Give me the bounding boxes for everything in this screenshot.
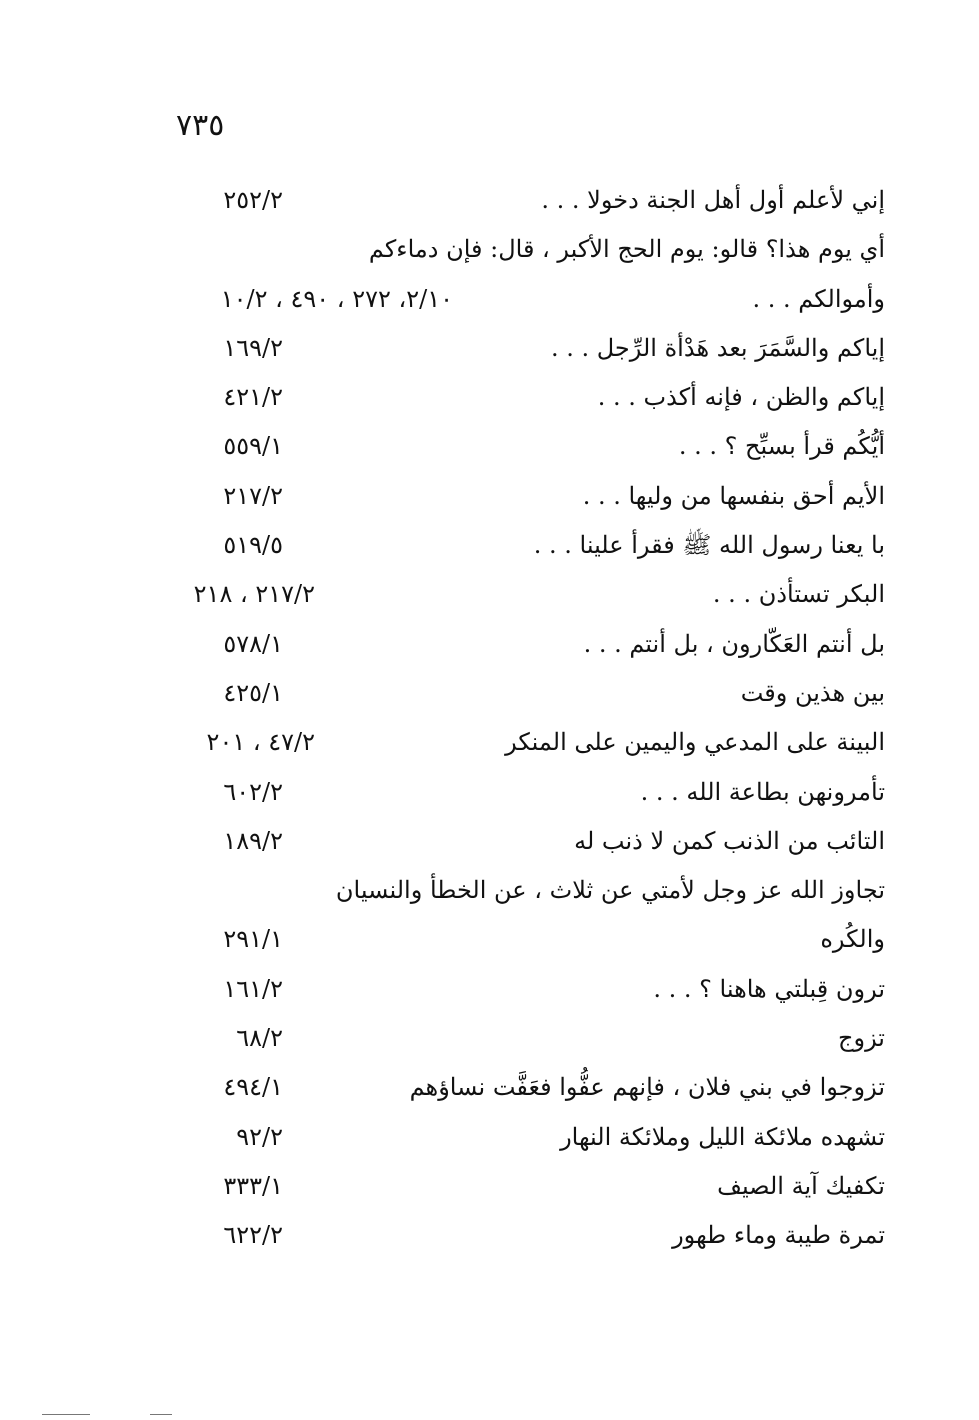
index-entry	[150, 521, 885, 570]
entry-reference: ٢/١٠، ٢٧٢ ، ٤٩٠ ، ١٠/٢	[220, 284, 453, 313]
index-entry	[150, 422, 885, 471]
entry-text: إني لأعلم أول أهل الجنة دخولا . . .	[541, 186, 885, 214]
index-entry	[150, 669, 885, 718]
entry-text: وأموالكم . . .	[752, 284, 885, 313]
entry-reference: ٦٨/٢	[236, 1024, 283, 1053]
entry-reference: ١٨٩/٢	[223, 826, 283, 855]
entry-text: البينة على المدعي واليمين على المنكر	[505, 728, 885, 757]
footer-rule	[42, 1414, 90, 1415]
entry-reference: ٢٩١/١	[223, 925, 283, 954]
entry-text: التائب من الذنب كمن لا ذنب له	[574, 826, 885, 855]
entry-text: والكُره	[820, 925, 885, 954]
index-entry	[150, 965, 885, 1014]
index-entry	[150, 1211, 885, 1260]
entry-reference: ٩٢/٢	[236, 1122, 283, 1151]
index-entry	[150, 472, 885, 521]
entry-reference: ٦٠٢/٢	[223, 777, 283, 806]
index-entry	[150, 1014, 885, 1063]
index-entry	[150, 817, 885, 866]
entry-reference: ٢١٧/٢	[223, 481, 283, 510]
entry-text: تمرة طيبة وماء طهور	[672, 1221, 885, 1250]
entry-reference: ٦٢٢/٢	[223, 1221, 283, 1250]
entry-text: تشهده ملائكة الليل وملائكة النهار	[560, 1122, 885, 1151]
index-entry	[150, 570, 885, 619]
entry-text: إياكم والظن ، فإنه أكذب . . .	[597, 383, 885, 412]
index-entry	[150, 718, 885, 767]
entry-reference: ٥١٩/٥	[223, 531, 283, 560]
entry-text: أيُّكُم قرأ بسبِّح ؟ . . .	[678, 432, 885, 461]
index-entry	[150, 1162, 885, 1211]
entry-text: إياكم والسَّمَرَ بعد هَدْأة الرِّجل . . .	[550, 333, 885, 362]
entry-text: البكر تستأذن . . .	[712, 580, 885, 609]
entry-reference: ٢٥٢/٢	[223, 186, 283, 214]
entry-reference: ١٦١/٢	[223, 974, 283, 1003]
index-entry	[150, 768, 885, 817]
entry-text: تأمرونهن بطاعة الله . . .	[640, 777, 885, 806]
entry-reference: ٥٧٨/١	[223, 629, 283, 658]
index-entry	[150, 275, 885, 324]
index-entry	[150, 176, 885, 225]
index-entry	[150, 1113, 885, 1162]
index-entry	[150, 324, 885, 373]
hadith-index-list	[150, 176, 885, 1261]
entry-text: تجاوز الله عز وجل لأمتي عن ثلاث ، عن الخطأ والنسيان	[335, 876, 885, 905]
entry-text: تزوج	[837, 1024, 885, 1053]
index-entry	[150, 866, 885, 915]
index-entry	[150, 915, 885, 964]
entry-text: الأيم أحق بنفسها من وليها . . .	[582, 481, 885, 510]
entry-reference: ٤٢١/٢	[223, 383, 283, 412]
entry-reference: ٢١٧/٢ ، ٢١٨	[193, 580, 315, 609]
entry-text: بل أنتم العَكّارون ، بل أنتم . . .	[583, 629, 885, 658]
entry-reference: ٣٣٣/١	[223, 1171, 283, 1200]
entry-text: تكفيك آية الصيف	[717, 1171, 885, 1200]
entry-text: بين هذين وقت	[740, 678, 885, 707]
entry-text: تزوجوا في بني فلان ، فإنهم عفُّوا فعَفَّت نساؤهم	[409, 1073, 885, 1102]
index-entry	[150, 620, 885, 669]
footer-rule	[150, 1414, 172, 1415]
entry-reference: ٤٩٤/١	[223, 1073, 283, 1102]
entry-reference: ٤٧/٢ ، ٢٠١	[206, 728, 315, 757]
index-entry	[150, 373, 885, 422]
entry-text: ترون قِبلتي هاهنا ؟ . . .	[653, 974, 885, 1003]
entry-reference: ٥٥٩/١	[223, 432, 283, 461]
entry-text: أي يوم هذا؟ قالو: يوم الحج الأكبر ، قال: فإن دماءكم	[368, 235, 885, 264]
index-entry	[150, 225, 885, 274]
entry-text: با يعنا رسول الله ﷺ فقرأ علينا . . .	[533, 531, 885, 560]
entry-reference: ٤٢٥/١	[223, 678, 283, 707]
entry-reference: ١٦٩/٢	[223, 333, 283, 362]
index-entry	[150, 1063, 885, 1112]
page-number: ٧٣٥	[176, 108, 225, 143]
